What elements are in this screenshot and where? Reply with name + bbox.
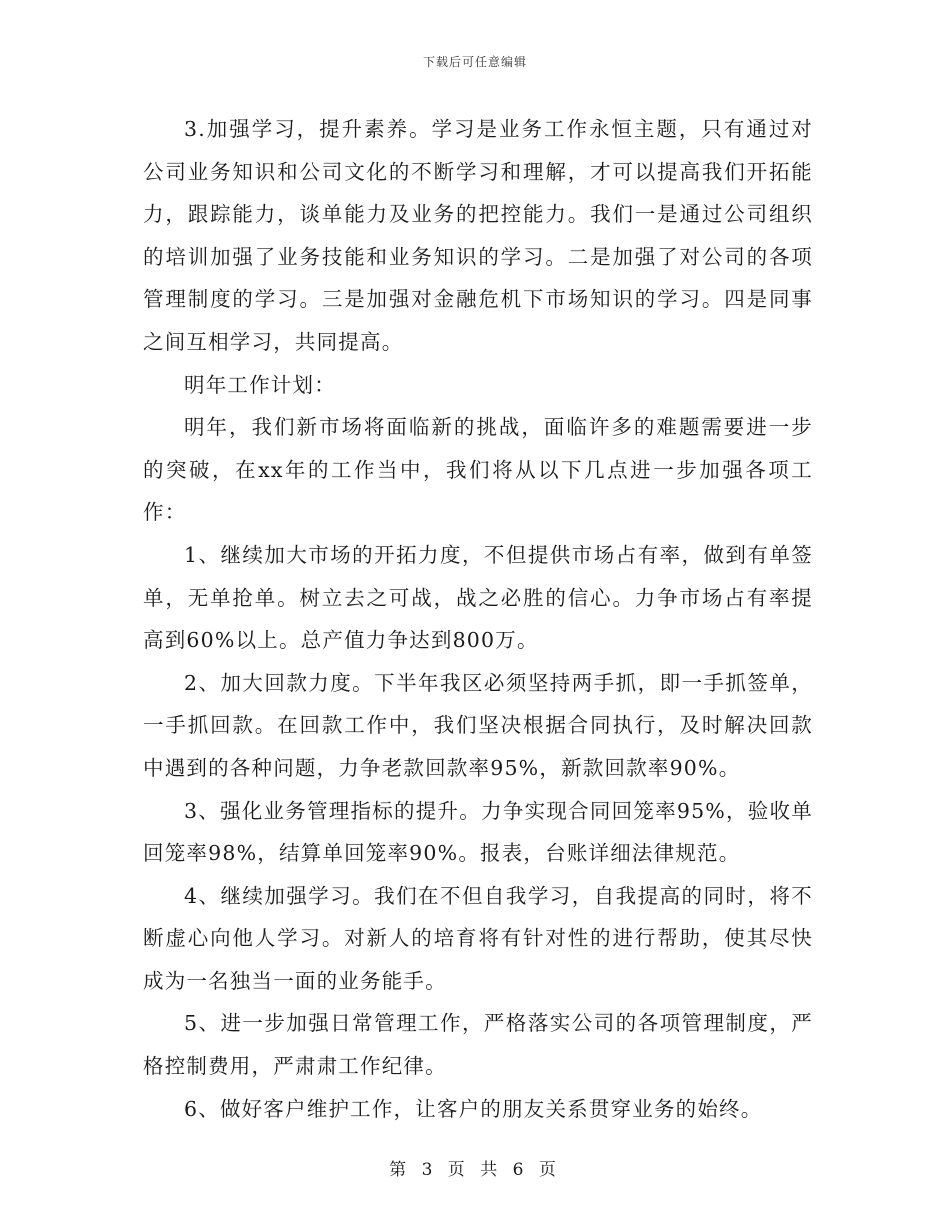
paragraph-item-4: 4、继续加强学习。我们在不但自我学习，自我提高的同时，将不断虚心向他人学习。对新人的培育将有针对性的进行帮助，使其尽快成为一名独当一面的业务能手。	[143, 883, 813, 993]
document-body	[143, 108, 813, 1130]
paragraph-item-5: 5、进一步加强日常管理工作，严格落实公司的各项管理制度，严格控制费用，严肃肃工作纪律。	[143, 1011, 813, 1079]
paragraph-item-3: 3、强化业务管理指标的提升。力争实现合同回笼率95%，验收单回笼率98%，结算单回笼率90%。报表，台账详细法律规范。	[143, 798, 813, 866]
paragraph-item-6: 6、做好客户维护工作，让客户的朋友关系贯穿业务的始终。	[184, 1096, 763, 1121]
paragraph-plan-heading: 明年工作计划：	[184, 372, 336, 397]
paragraph-plan-intro: 明年，我们新市场将面临新的挑战，面临许多的难题需要进一步的突破，在xx年的工作当中，我们将从以下几点进一步加强各项工作：	[143, 415, 813, 525]
paragraph-study: 3.加强学习，提升素养。学习是业务工作永恒主题，只有通过对公司业务知识和公司文化的不断学习和理解，才可以提高我们开拓能力，跟踪能力，谈单能力及业务的把控能力。我们一是通过公司组织的培训加强了业务技能和业务知识的学习。二是加强了对公司的各项管理制度的学习。三是加强对金融危机下市场知识的学习。四是同事之间互相学习，共同提高。	[143, 117, 813, 354]
page-header: 下载后可任意编辑	[422, 55, 527, 69]
paragraph-item-2: 2、加大回款力度。下半年我区必须坚持两手抓，即一手抓签单，一手抓回款。在回款工作中，我们坚决根据合同执行，及时解决回款中遇到的各种问题，力争老款回款率95%，新款回款率90%。	[143, 670, 813, 780]
paragraph-item-1: 1、继续加大市场的开拓力度，不但提供市场占有率，做到有单签单，无单抢单。树立去之可战，战之必胜的信心。力争市场占有率提高到60%以上。总产值力争达到800万。	[143, 542, 813, 653]
page-number: 第 3 页 共 6 页	[389, 1160, 561, 1180]
